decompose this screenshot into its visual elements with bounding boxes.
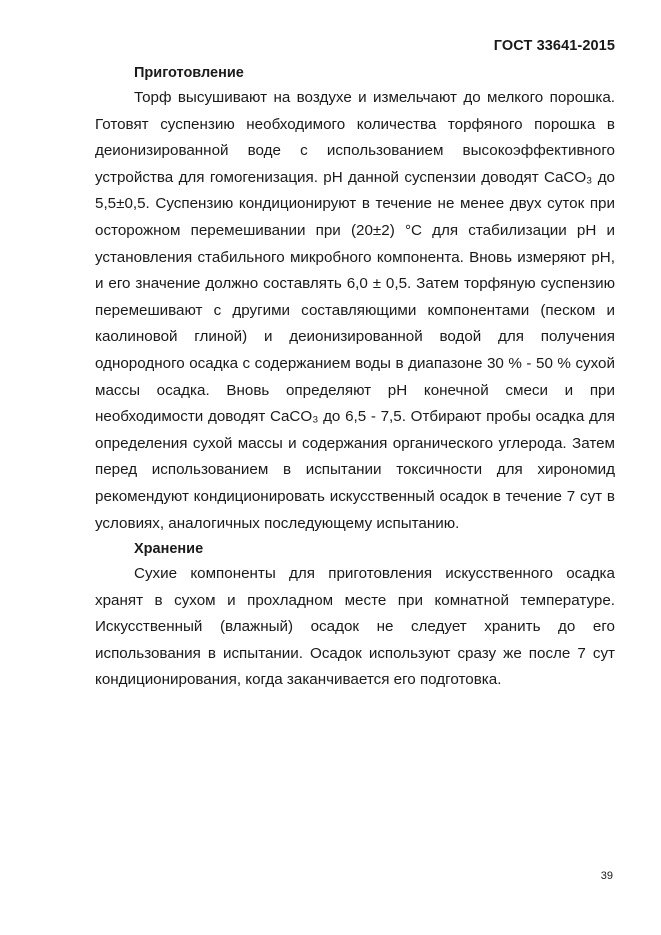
document-code: ГОСТ 33641-2015 [493,38,615,54]
document-body [95,61,615,694]
section-heading-storage: Хранение [134,541,204,558]
section-paragraph-preparation: Торф высушивают на воздухе и измельчают до мелкого порошка. Готовят суспензию необходимого количества торфяного порошка в деионизированной воде с использованием высокоэффективного устройства для гомогенизация. pH данной суспензии доводят CaCO₃ до 5,5±0,5. Суспензию кондиционируют в течение не менее двух суток при осторожном перемешивании при (20±2) °C для стабилизации pH и установления стабильного микробного компонента. Вновь измеряют pH, и его значение должно составлять 6,0 ± 0,5. Затем торфяную суспензию перемешивают с другими составляющими компонентами (песком и каолиновой глиной) и деионизированной водой для получения однородного осадка с содержанием воды в диапазоне 30 % - 50 % сухой массы осадка. Вновь определяют pH конечной смеси и при необходимости доводят CaCO₃ до 6,5 - 7,5. Отбирают пробы осадка для определения сухой массы и содержания органического углерода. Затем перед использованием в испытании токсичности для хирономид рекомендуют кондиционировать искусственный осадок в течение 7 сут в условиях, аналогичных последующему испытанию. [95,89,615,532]
page-number: 39 [600,870,613,882]
section-heading-preparation: Приготовление [134,65,244,81]
section-paragraph-storage: Сухие компоненты для приготовления искусственного осадка хранят в сухом и прохладном месте при комнатной температуре. Искусственный (влажный) осадок не следует хранить до его использования в испытании. Осадок используют сразу же после 7 сут кондиционирования, когда заканчивается его подготовка. [95,565,615,689]
